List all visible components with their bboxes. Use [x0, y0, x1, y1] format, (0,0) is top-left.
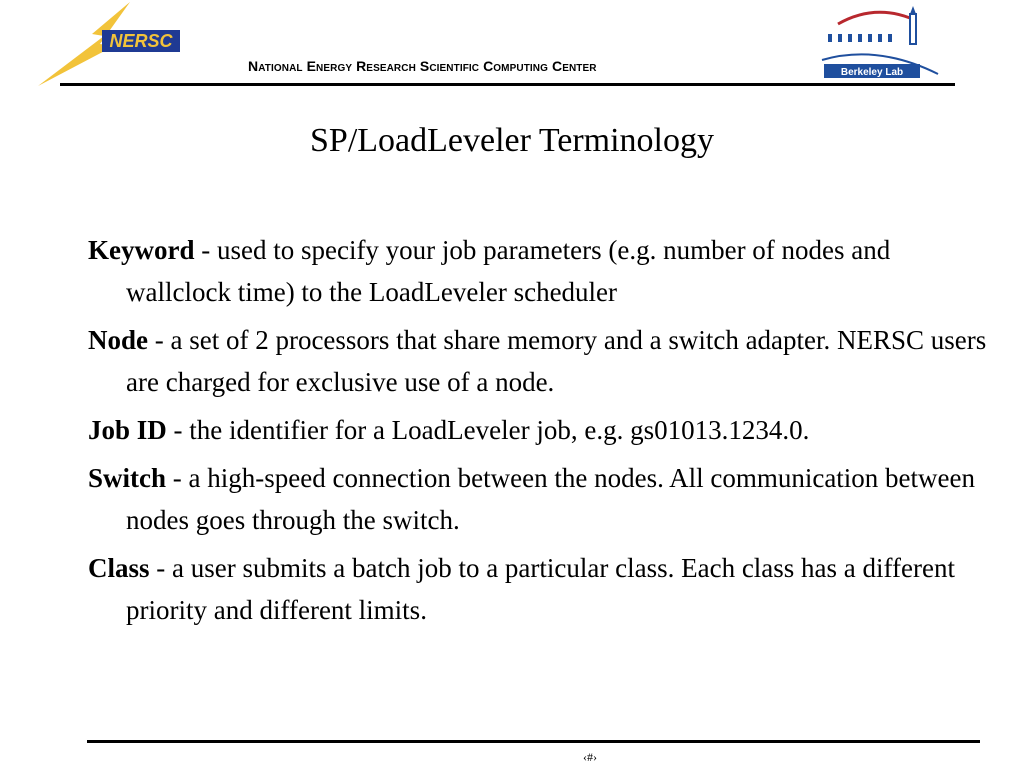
term: Job ID [88, 415, 167, 445]
term-description: - a high-speed connection between the nodes. All communication between nodes goes through the switch. [126, 463, 976, 535]
page-number: ‹#› [583, 750, 597, 764]
nersc-logo-text: NERSC [109, 31, 173, 51]
footer-divider [87, 740, 980, 743]
definition-switch [88, 457, 988, 541]
definition-job-id [88, 409, 988, 451]
definition-list [88, 229, 988, 637]
berkeley-lab-logo [818, 4, 948, 82]
header-divider [60, 83, 955, 86]
term-description: - the identifier for a LoadLeveler job, e.g. gs01013.1234.0. [166, 415, 810, 445]
building-arc-icon [838, 12, 910, 24]
term: Class [88, 553, 150, 583]
berkeley-lab-text: Berkeley Lab [840, 67, 904, 78]
term-description: - a user submits a batch job to a particular class. Each class has a different priority and different limits. [126, 553, 955, 625]
term: Keyword [88, 235, 195, 265]
term: Switch [88, 463, 167, 493]
nersc-logo [30, 0, 190, 90]
definition-class [88, 547, 988, 631]
slide-title: SP/LoadLeveler Terminology [310, 122, 714, 159]
definition-node [88, 319, 988, 403]
term-description: - used to specify your job parameters (e.g. number of nodes and wallclock time) to the LoadLeveler scheduler [126, 235, 891, 307]
term-description: - a set of 2 processors that share memory and a switch adapter. NERSC users are charged for exclusive use of a node. [126, 325, 987, 397]
center-name: National Energy Research Scientific Computing Center [248, 58, 597, 74]
definition-keyword [88, 229, 988, 313]
term: Node [88, 325, 148, 355]
